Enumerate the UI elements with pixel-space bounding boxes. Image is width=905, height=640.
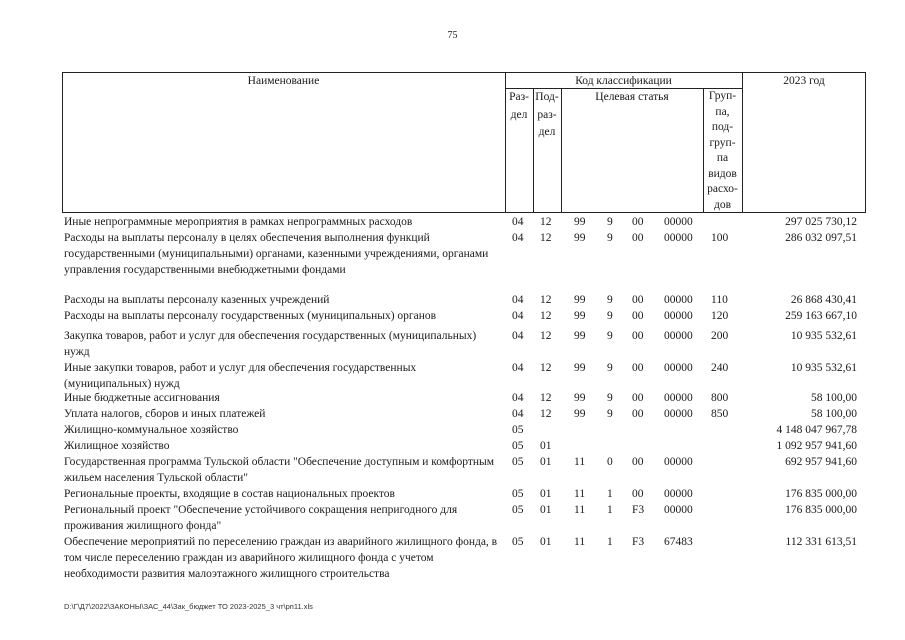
row-name: Жилищно-коммунальное хозяйство xyxy=(64,424,239,436)
target-program-cell: 99 xyxy=(574,362,586,374)
target-sub-cell: 9 xyxy=(607,216,613,228)
header-razdel xyxy=(505,89,533,124)
row-name: Иные бюджетные ассигнования xyxy=(64,392,220,404)
row-name: Расходы на выплаты персоналу казенных учреждений xyxy=(64,294,330,306)
target-direction-cell: 00000 xyxy=(664,362,693,374)
header-podrazdel xyxy=(533,89,561,142)
razdel-cell: 04 xyxy=(512,232,524,244)
target-program-cell: 11 xyxy=(574,456,586,468)
target-direction-cell: 00000 xyxy=(664,504,693,516)
target-sub-cell: 1 xyxy=(607,504,613,516)
row-name: Региональный проект "Обеспечение устойчивого сокращения непригодного для проживания жилищного фонда" xyxy=(64,504,458,532)
row-name: Государственная программа Тульской области "Обеспечение доступным и комфортным жильем населения Тульской области" xyxy=(64,456,495,484)
page-number: 75 xyxy=(447,30,458,41)
target-direction-cell: 00000 xyxy=(664,392,693,404)
target-sub-cell: 0 xyxy=(607,456,613,468)
target-event-cell: 00 xyxy=(632,488,644,500)
header-divider xyxy=(561,88,562,213)
podrazdel-cell: 12 xyxy=(540,232,552,244)
target-program-cell: 99 xyxy=(574,216,586,228)
file-path: D:\Г\Д7\2022\ЗАКОНЫ\ЗАС_44\Зак_бюджет ТО 2023-2025_3 чт\рп11.xls xyxy=(64,602,313,611)
header-year: 2023 год xyxy=(783,75,825,87)
expense-type-cell: 110 xyxy=(711,294,728,306)
expense-type-cell: 100 xyxy=(711,232,729,244)
header-razdel-line: дел xyxy=(510,108,528,121)
target-direction-cell: 00000 xyxy=(664,310,693,322)
row-amount: 58 100,00 xyxy=(811,392,857,404)
podrazdel-cell: 01 xyxy=(540,504,552,516)
target-event-cell: F3 xyxy=(632,536,645,548)
target-event-cell: 00 xyxy=(632,330,644,342)
header-code: Код классификации xyxy=(575,75,672,87)
podrazdel-cell: 01 xyxy=(540,488,552,500)
row-amount: 176 835 000,00 xyxy=(785,504,857,516)
podrazdel-cell: 12 xyxy=(540,294,552,306)
target-program-cell: 99 xyxy=(574,294,586,306)
row-name: Региональные проекты, входящие в состав национальных проектов xyxy=(64,488,395,500)
target-direction-cell: 00000 xyxy=(664,408,693,420)
razdel-cell: 04 xyxy=(512,408,524,420)
row-name: Иные закупки товаров, работ и услуг для обеспечения государственных (муниципальных) нужд xyxy=(64,362,417,390)
podrazdel-cell: 01 xyxy=(540,440,552,452)
row-amount: 259 163 667,10 xyxy=(785,310,857,322)
target-event-cell: 00 xyxy=(632,392,644,404)
row-amount: 176 835 000,00 xyxy=(785,488,857,500)
row-amount: 4 148 047 967,78 xyxy=(776,424,857,436)
row-amount: 10 935 532,61 xyxy=(790,330,857,342)
target-program-cell: 11 xyxy=(574,536,586,548)
expense-type-cell: 800 xyxy=(711,392,729,404)
podrazdel-cell: 01 xyxy=(540,536,552,548)
razdel-cell: 04 xyxy=(512,392,524,404)
target-direction-cell: 67483 xyxy=(664,536,693,548)
header-name: Наименование xyxy=(247,75,320,87)
target-event-cell: 00 xyxy=(632,232,644,244)
razdel-cell: 05 xyxy=(512,536,524,548)
target-event-cell: 00 xyxy=(632,408,644,420)
table-header xyxy=(62,72,866,213)
target-direction-cell: 00000 xyxy=(664,488,693,500)
podrazdel-cell: 12 xyxy=(540,216,552,228)
target-sub-cell: 9 xyxy=(607,362,613,374)
target-program-cell: 99 xyxy=(574,310,586,322)
podrazdel-cell: 12 xyxy=(540,362,552,374)
target-event-cell: F3 xyxy=(632,504,645,516)
razdel-cell: 05 xyxy=(512,440,524,452)
target-direction-cell: 00000 xyxy=(664,330,693,342)
header-group-line: па xyxy=(716,152,729,164)
row-name: Расходы на выплаты персоналу в целях обеспечения выполнения функций государственными (муниципальными) органами, казенными учреждениями, органами управления государственными внебюджетными фондами xyxy=(64,232,489,276)
header-divider xyxy=(742,72,743,213)
podrazdel-cell: 12 xyxy=(540,408,552,420)
razdel-cell: 04 xyxy=(512,294,524,306)
expense-type-cell: 200 xyxy=(711,330,729,342)
header-group-line: дов xyxy=(713,198,732,211)
target-sub-cell: 1 xyxy=(607,488,613,500)
header-group-line: Груп- xyxy=(708,90,737,102)
row-amount: 1 092 957 941,60 xyxy=(776,440,857,452)
row-amount: 297 025 730,12 xyxy=(785,216,857,228)
razdel-cell: 05 xyxy=(512,456,524,468)
row-amount: 26 868 430,41 xyxy=(790,294,857,306)
target-program-cell: 99 xyxy=(574,330,586,342)
target-event-cell: 00 xyxy=(632,216,644,228)
target-direction-cell: 00000 xyxy=(664,294,693,306)
header-podrazdel-line: дел xyxy=(538,126,556,138)
target-sub-cell: 9 xyxy=(607,310,613,322)
expense-type-cell: 240 xyxy=(711,362,729,374)
row-amount: 10 935 532,61 xyxy=(790,362,857,374)
header-group-line: расхо- xyxy=(707,183,738,195)
target-sub-cell: 9 xyxy=(607,232,613,244)
podrazdel-cell: 12 xyxy=(540,330,552,342)
podrazdel-cell: 12 xyxy=(540,392,552,404)
target-direction-cell: 00000 xyxy=(664,232,693,244)
target-sub-cell: 1 xyxy=(607,536,613,548)
row-amount: 112 331 613,51 xyxy=(785,536,857,548)
row-name: Расходы на выплаты персоналу государственных (муниципальных) органов xyxy=(64,310,437,322)
target-program-cell: 99 xyxy=(574,408,586,420)
target-program-cell: 11 xyxy=(574,504,586,516)
razdel-cell: 04 xyxy=(512,310,524,322)
target-sub-cell: 9 xyxy=(607,330,613,342)
row-name: Обеспечение мероприятий по переселению граждан из аварийного жилищного фонда, в том числе переселению граждан из аварийного жилищного фонда с учетом необходимости развития малоэтажного жилищного строительства xyxy=(64,536,498,580)
row-name: Иные непрограммные мероприятия в рамках непрограммных расходов xyxy=(64,216,413,228)
target-event-cell: 00 xyxy=(632,294,644,306)
target-program-cell: 99 xyxy=(574,392,586,404)
row-name: Закупка товаров, работ и услуг для обеспечения государственных (муниципальных) нужд xyxy=(64,330,477,358)
header-target: Целевая статья xyxy=(595,91,669,103)
header-group-line: под- xyxy=(711,121,734,133)
target-sub-cell: 9 xyxy=(607,392,613,404)
razdel-cell: 05 xyxy=(512,504,524,516)
header-razdel-line: Раз- xyxy=(509,91,529,103)
target-sub-cell: 9 xyxy=(607,408,613,420)
target-event-cell: 00 xyxy=(632,310,644,322)
target-sub-cell: 9 xyxy=(607,294,613,306)
header-group-line: па, xyxy=(715,105,730,118)
row-name: Уплата налогов, сборов и иных платежей xyxy=(64,408,266,420)
target-direction-cell: 00000 xyxy=(664,456,693,468)
razdel-cell: 04 xyxy=(512,216,524,228)
podrazdel-cell: 12 xyxy=(540,310,552,322)
razdel-cell: 05 xyxy=(512,488,524,500)
header-podrazdel-line: раз- xyxy=(537,108,557,121)
row-amount: 286 032 097,51 xyxy=(785,232,857,244)
razdel-cell: 04 xyxy=(512,362,524,374)
row-name: Жилищное хозяйство xyxy=(64,440,170,452)
expense-type-cell: 120 xyxy=(711,310,729,322)
razdel-cell: 04 xyxy=(512,330,524,342)
target-event-cell: 00 xyxy=(632,362,644,374)
target-program-cell: 11 xyxy=(574,488,586,500)
header-group xyxy=(703,89,742,213)
header-group-line: груп- xyxy=(709,136,736,149)
header-group-line: видов xyxy=(708,167,737,180)
target-program-cell: 99 xyxy=(574,232,586,244)
target-event-cell: 00 xyxy=(632,456,644,468)
podrazdel-cell: 01 xyxy=(540,456,552,468)
razdel-cell: 05 xyxy=(512,424,524,436)
target-direction-cell: 00000 xyxy=(664,216,693,228)
expense-type-cell: 850 xyxy=(711,408,729,420)
row-amount: 692 957 941,60 xyxy=(785,456,857,468)
row-amount: 58 100,00 xyxy=(811,408,857,420)
header-podrazdel-line: Под- xyxy=(535,91,559,103)
